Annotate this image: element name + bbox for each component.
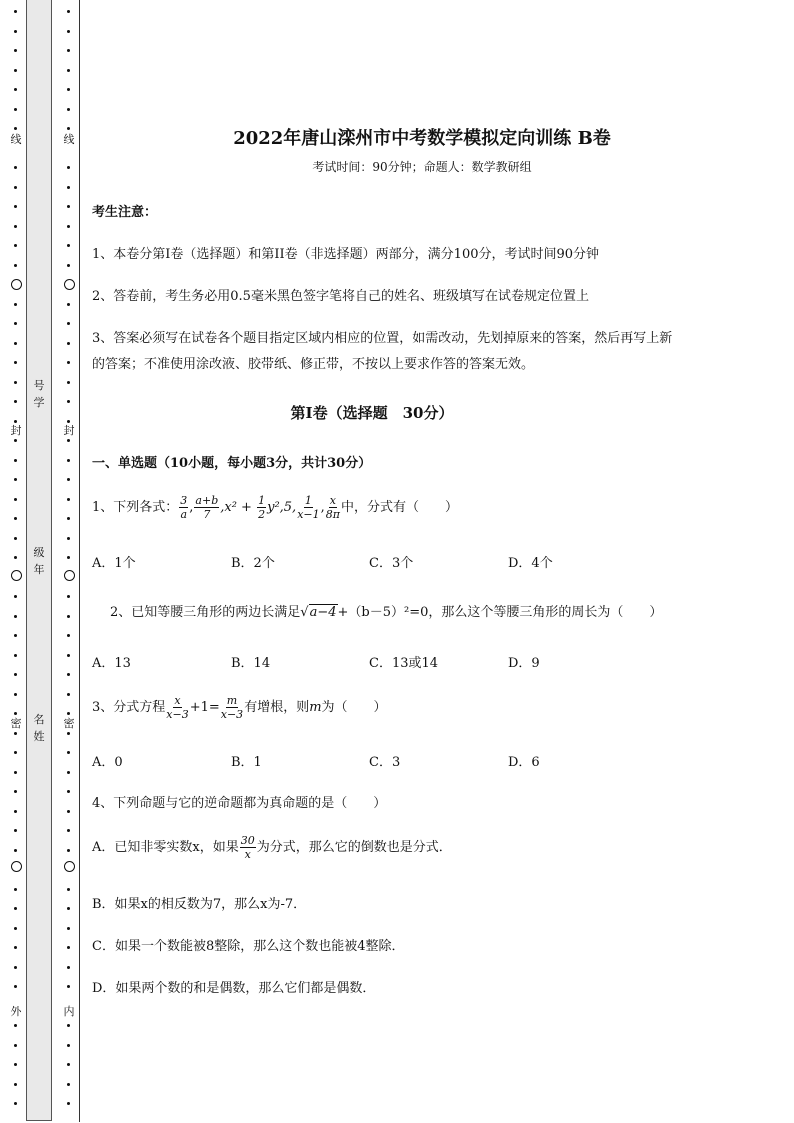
question-1: 1、下列各式： $\frac{3}{a}$ , $\frac{a+b}{7}$ ,x² + $\frac{1}{2}$ y²,5, $\frac{1}{x-1}$ , $\frac{x}{8\pi}$ 中，分式有（ ） (92, 494, 458, 521)
inner-dot (67, 1024, 70, 1027)
inner-seal-mark-6: 内 (63, 1005, 75, 1018)
q4-option-d: D．如果两个数的和是偶数，那么它们都是偶数． (92, 981, 376, 996)
q2-suffix: +（b－5）²=0，那么这个等腰三角形的周长为（ ） (337, 605, 663, 620)
inner-dot (67, 888, 70, 891)
q3-option-c: C．3 (369, 755, 401, 770)
outer-dot (14, 1102, 17, 1105)
notice-item-2: 2、答卷前，考生务必用0.5毫米黑色签字笔将自己的姓名、班级填写在试卷规定位置上 (92, 289, 589, 304)
outer-dot (14, 478, 17, 481)
outer-dot (14, 693, 17, 696)
inner-dot (67, 712, 70, 715)
inner-seal-circle-5 (64, 861, 75, 872)
inner-seal-circle-3 (64, 570, 75, 581)
outer-dot (14, 556, 17, 559)
inner-dot (67, 615, 70, 618)
inner-dotted-line (62, 0, 76, 1123)
outer-seal-mark-6: 外 (10, 1005, 22, 1018)
inner-dot (67, 342, 70, 345)
q1-frac-3-den: 2 (258, 508, 266, 521)
inner-dot (67, 186, 70, 189)
inner-dot (67, 1063, 70, 1066)
student-number-text: 号 学 (33, 379, 45, 409)
inner-dot (67, 49, 70, 52)
inner-dot (67, 810, 70, 813)
q4-option-c: C．如果一个数能被8整除，那么这个数也能被4整除． (92, 939, 405, 954)
inner-seal-mark-4: 密 (63, 717, 75, 730)
notice-item-3: 3、答案必须写在试卷各个题目指定区域内相应的位置，如需改动，先划掉原来的答案，然后再写上新 (92, 331, 673, 346)
q2-option-c: C．13或14 (369, 656, 439, 671)
outer-dot (14, 400, 17, 403)
outer-seal-mark-2: 封 (10, 424, 22, 437)
outer-dotted-line (9, 0, 23, 1123)
q4-option-a-num: 30 (240, 834, 255, 847)
student-number-label (26, 377, 52, 411)
inner-dot (67, 907, 70, 910)
q1-frac-1 (179, 494, 188, 521)
name-label (26, 711, 52, 745)
inner-dot (67, 264, 70, 267)
q2-sqrt: a−4 (309, 605, 337, 620)
outer-dot (14, 615, 17, 618)
binding-gutter-line (79, 0, 80, 1122)
page-subtitle: 考试时间：90分钟；命题人：数学教研组 (312, 160, 532, 174)
inner-dot (67, 829, 70, 832)
q1-frac-4-num: 1 (304, 494, 312, 507)
inner-dot (67, 849, 70, 852)
outer-dot (14, 420, 17, 423)
inner-dot (67, 439, 70, 442)
q3-frac-1 (166, 694, 188, 721)
grade-text: 级 年 (33, 546, 45, 576)
notice-item-1: 1、本卷分第I卷（选择题）和第II卷（非选择题）两部分，满分100分，考试时间90分钟 (92, 247, 600, 262)
q1-frac-2-den: 7 (203, 508, 211, 521)
q1-mid2: y²,5, (267, 500, 297, 515)
q3-option-b: B．1 (231, 755, 262, 770)
q3-suffix: 有增根，则 (244, 700, 310, 715)
outer-dot (14, 1044, 17, 1047)
outer-dot (14, 225, 17, 228)
outer-dot (14, 985, 17, 988)
inner-dot (67, 127, 70, 130)
outer-dot (14, 108, 17, 111)
outer-dot (14, 69, 17, 72)
q1-frac-1-den: a (180, 508, 188, 521)
q1-mid: ,x² + (220, 500, 257, 515)
q1-frac-4 (297, 494, 319, 521)
inner-dot (67, 205, 70, 208)
inner-dot (67, 634, 70, 637)
outer-dot (14, 966, 17, 969)
inner-dot (67, 166, 70, 169)
inner-dot (67, 1102, 70, 1105)
q3-var: m (309, 700, 322, 715)
outer-seal-mark-4: 密 (10, 717, 22, 730)
outer-dot (14, 1063, 17, 1066)
inner-dot (67, 69, 70, 72)
outer-dot (14, 849, 17, 852)
inner-dot (67, 732, 70, 735)
grade-label (26, 544, 52, 578)
inner-dot (67, 1083, 70, 1086)
outer-dot (14, 712, 17, 715)
q3-option-d: D．6 (508, 755, 540, 770)
q1-frac-5-num: x (329, 494, 336, 507)
inner-dot (67, 595, 70, 598)
inner-dot (67, 420, 70, 423)
q3-suffix2: 为（ ） (321, 700, 387, 715)
outer-dot (14, 732, 17, 735)
q3-mid: +1= (189, 700, 220, 715)
inner-dot (67, 517, 70, 520)
outer-dot (14, 537, 17, 540)
q1-frac-3 (257, 494, 266, 521)
outer-dot (14, 517, 17, 520)
q2-option-d: D．9 (508, 656, 540, 671)
inner-dot (67, 946, 70, 949)
q1-option-b: B．2个 (231, 556, 275, 571)
q4-option-a-den: x (244, 848, 251, 861)
inner-dot (67, 1044, 70, 1047)
part-title: 一、单选题（10小题，每小题3分，共计30分） (92, 456, 372, 471)
notice-item-3-cont: 的答案；不准使用涂改液、胶带纸、修正带，不按以上要求作答的答案无效。 (92, 357, 535, 372)
q1-suffix: 中，分式有（ ） (340, 500, 458, 515)
inner-dot (67, 966, 70, 969)
outer-dot (14, 303, 17, 306)
q3-option-a: A．0 (92, 755, 123, 770)
outer-dot (14, 49, 17, 52)
outer-dot (14, 1083, 17, 1086)
outer-dot (14, 127, 17, 130)
notice-heading: 考生注意： (92, 205, 158, 220)
inner-seal-mark-2: 封 (63, 424, 75, 437)
q4-option-a-post: 为分式，那么它的倒数也是分式． (256, 840, 452, 855)
q1-option-c: C．3个 (369, 556, 414, 571)
outer-dot (14, 810, 17, 813)
outer-dot (14, 946, 17, 949)
outer-dot (14, 30, 17, 33)
q1-frac-3-num: 1 (258, 494, 266, 507)
outer-dot (14, 439, 17, 442)
outer-seal-circle-3 (11, 570, 22, 581)
q3-frac-2-den: x−3 (220, 708, 244, 721)
q1-option-d: D．4个 (508, 556, 553, 571)
outer-dot (14, 166, 17, 169)
outer-dot (14, 634, 17, 637)
outer-dot (14, 751, 17, 754)
outer-dot (14, 322, 17, 325)
q4-option-b: B．如果x的相反数为7，那么x为-7． (92, 897, 307, 912)
inner-dot (67, 459, 70, 462)
outer-seal-circle-5 (11, 861, 22, 872)
q2-option-b: B．14 (231, 656, 271, 671)
q1-option-a: A．1个 (92, 556, 136, 571)
question-2: 2、已知等腰三角形的两边长满足√a−4+（b－5）²=0，那么这个等腰三角形的周长为（ ） (110, 605, 663, 620)
q4-option-a (92, 834, 452, 861)
inner-dot (67, 322, 70, 325)
inner-dot (67, 498, 70, 501)
page-title: 2022年唐山滦州市中考数学模拟定向训练 B卷 (233, 128, 611, 149)
inner-dot (67, 771, 70, 774)
outer-dot (14, 771, 17, 774)
outer-dot (14, 10, 17, 13)
q2-prefix: 2、已知等腰三角形的两边长满足 (110, 605, 301, 620)
inner-dot (67, 751, 70, 754)
inner-dot (67, 303, 70, 306)
inner-dot (67, 400, 70, 403)
q1-prefix: 1、下列各式： (92, 500, 179, 515)
outer-dot (14, 829, 17, 832)
question-3 (92, 694, 387, 721)
outer-dot (14, 1024, 17, 1027)
outer-dot (14, 361, 17, 364)
outer-dot (14, 244, 17, 247)
q1-frac-1-num: 3 (180, 494, 188, 507)
q4-option-a-frac (240, 834, 256, 861)
outer-dot (14, 927, 17, 930)
inner-seal-circle-1 (64, 279, 75, 290)
q1-frac-5 (326, 494, 340, 521)
inner-dot (67, 244, 70, 247)
outer-dot (14, 654, 17, 657)
q3-frac-1-num: x (174, 694, 181, 707)
q3-prefix: 3、分式方程 (92, 700, 166, 715)
q1-frac-4-den: x−1 (297, 508, 320, 521)
inner-dot (67, 30, 70, 33)
q3-frac-2 (221, 694, 243, 721)
outer-seal-mark-0: 线 (10, 133, 22, 146)
outer-dot (14, 205, 17, 208)
inner-dot (67, 108, 70, 111)
inner-dot (67, 556, 70, 559)
q1-frac-2 (194, 494, 219, 521)
inner-dot (67, 381, 70, 384)
inner-dot (67, 985, 70, 988)
inner-dot (67, 225, 70, 228)
q2-option-a: A．13 (92, 656, 131, 671)
section-title: 第I卷（选择题 30分） (290, 404, 454, 422)
outer-dot (14, 342, 17, 345)
inner-dot (67, 537, 70, 540)
q3-frac-1-den: x−3 (166, 708, 189, 721)
inner-dot (67, 10, 70, 13)
outer-seal-circle-1 (11, 279, 22, 290)
outer-dot (14, 673, 17, 676)
outer-dot (14, 888, 17, 891)
inner-dot (67, 927, 70, 930)
outer-dot (14, 595, 17, 598)
outer-dot (14, 264, 17, 267)
inner-dot (67, 478, 70, 481)
q4-option-a-pre: A．已知非零实数x，如果 (92, 840, 239, 855)
outer-dot (14, 186, 17, 189)
inner-dot (67, 654, 70, 657)
inner-dot (67, 88, 70, 91)
outer-dot (14, 459, 17, 462)
q1-frac-2-num: a+b (195, 494, 219, 507)
name-text: 名 姓 (33, 713, 45, 743)
inner-dot (67, 693, 70, 696)
question-4: 4、下列命题与它的逆命题都为真命题的是（ ） (92, 796, 387, 811)
outer-dot (14, 381, 17, 384)
inner-dot (67, 673, 70, 676)
outer-dot (14, 498, 17, 501)
inner-dot (67, 790, 70, 793)
q3-frac-2-num: m (226, 694, 238, 707)
inner-seal-mark-0: 线 (63, 133, 75, 146)
outer-dot (14, 790, 17, 793)
outer-dot (14, 907, 17, 910)
q1-frac-5-den: 8π (325, 508, 340, 521)
inner-dot (67, 361, 70, 364)
outer-dot (14, 88, 17, 91)
